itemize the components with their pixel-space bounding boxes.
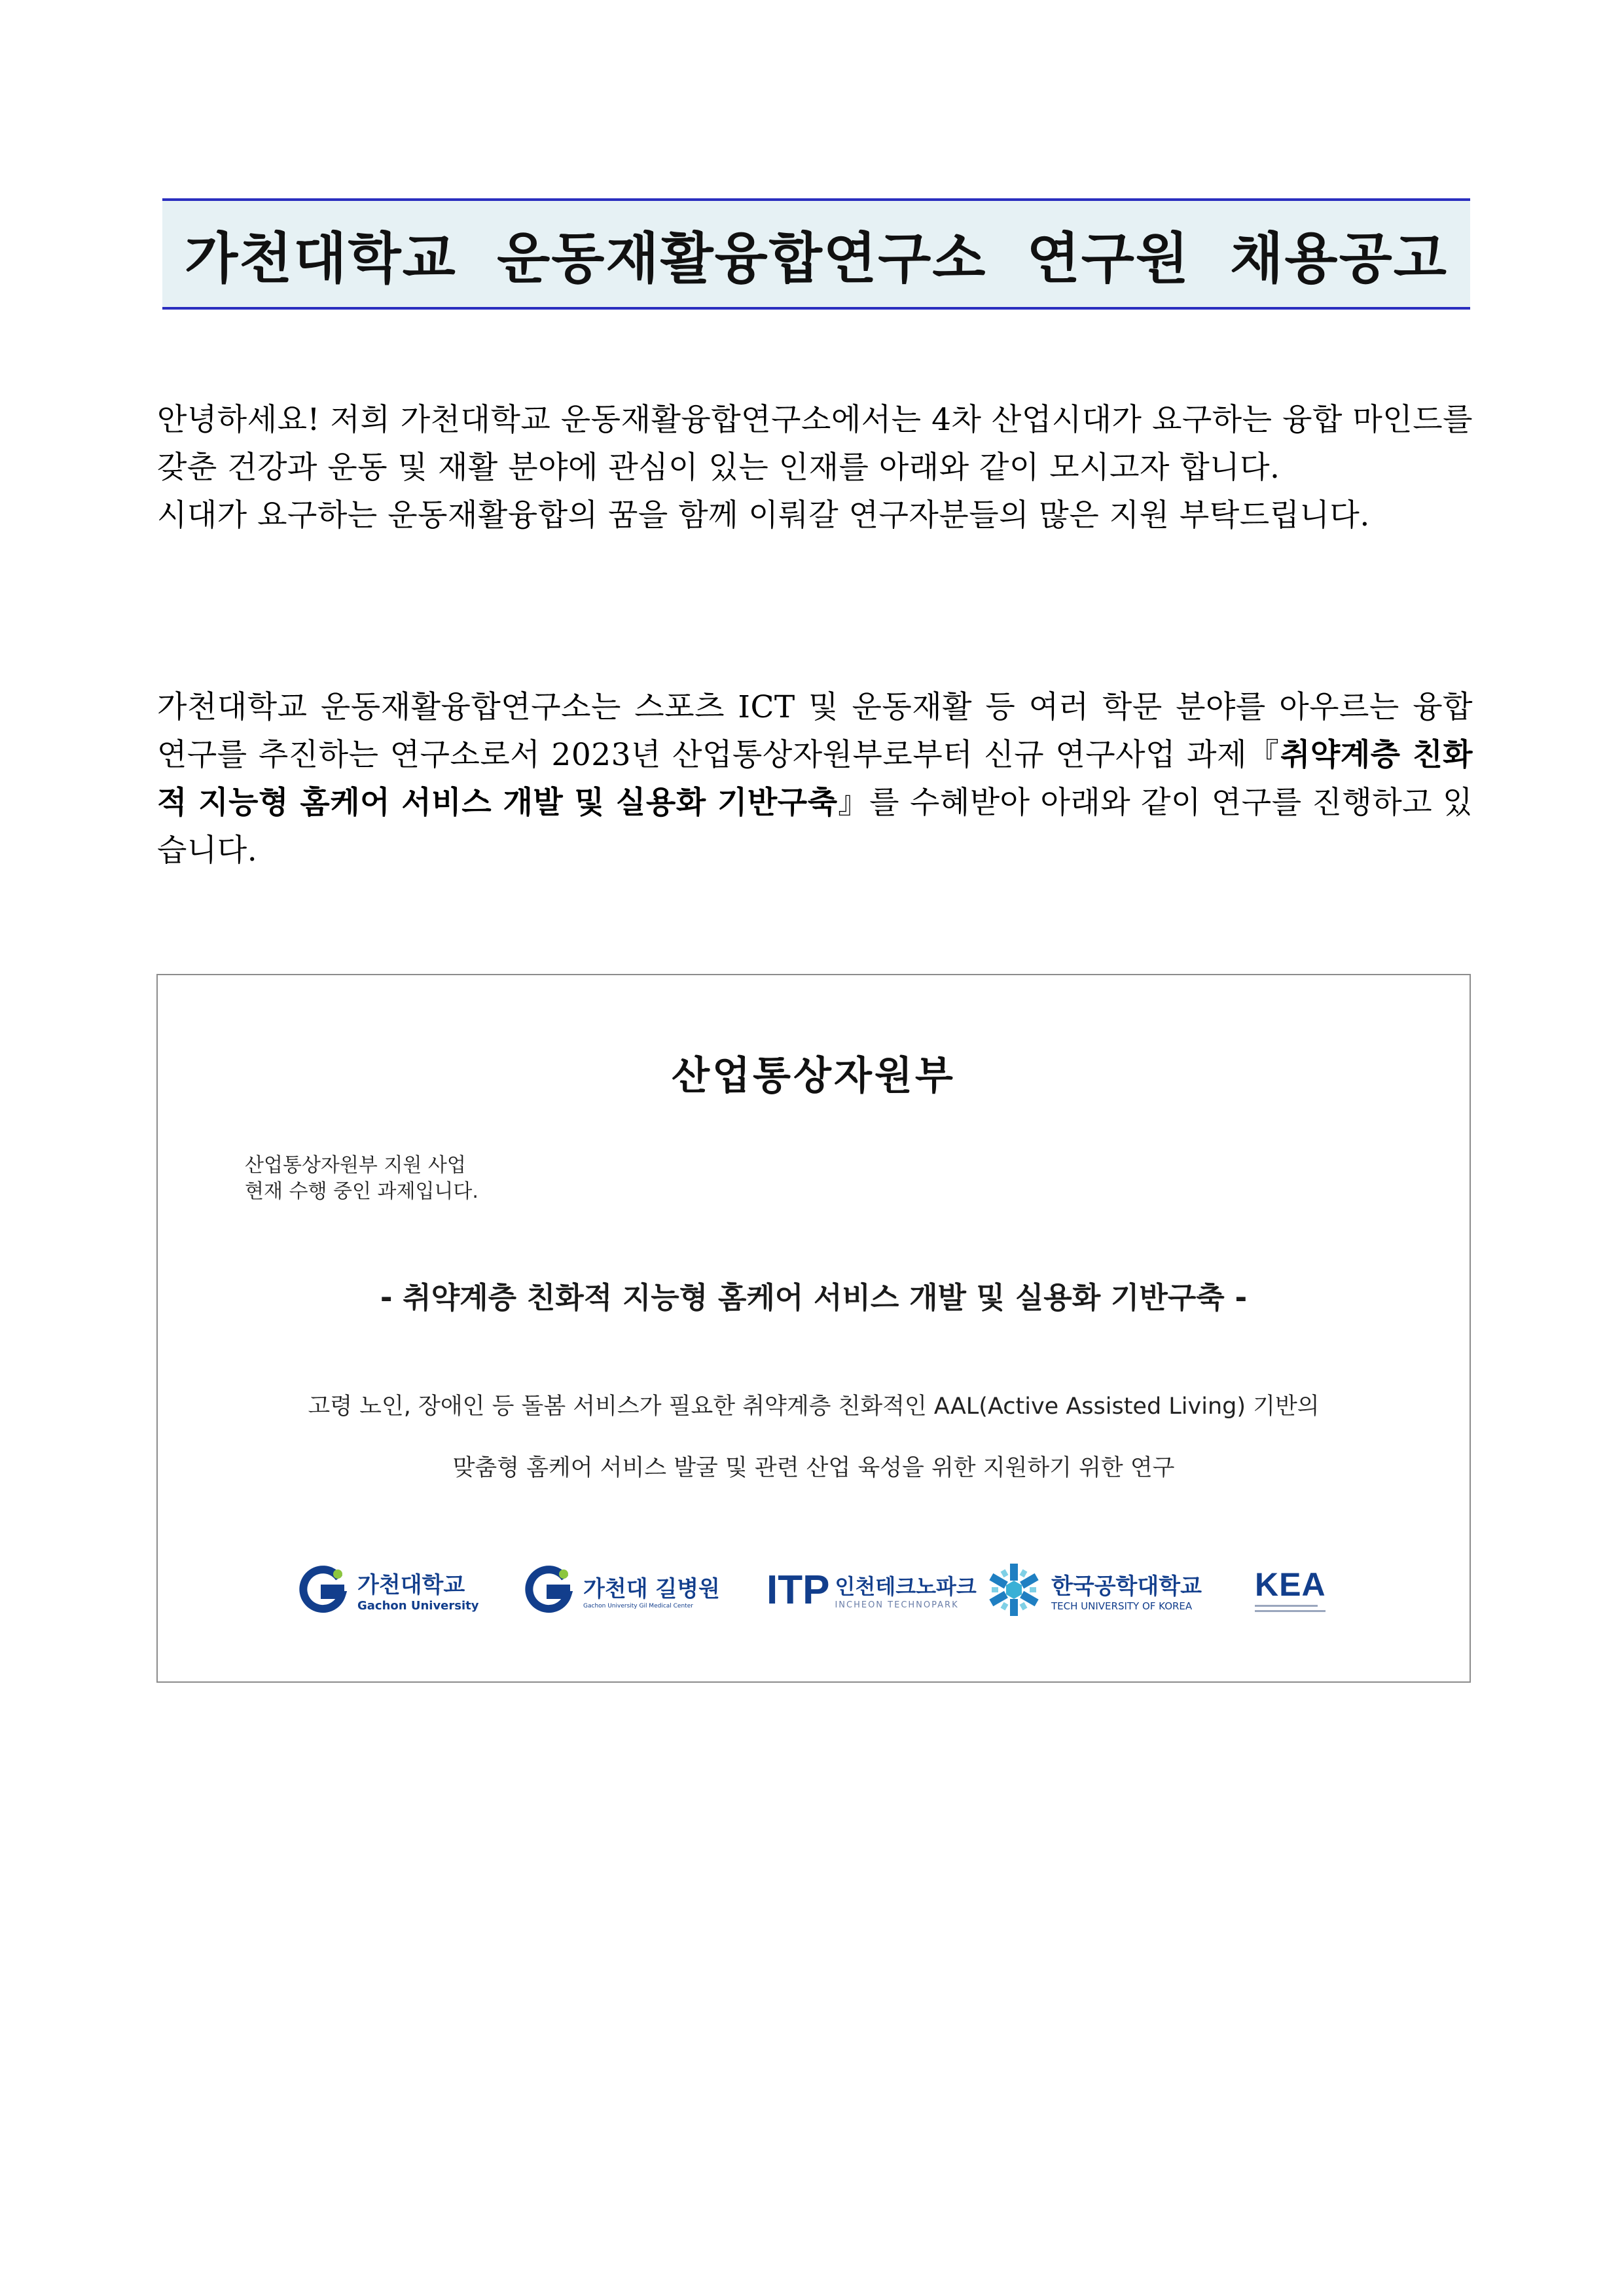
koreatech-english-name: TECH UNIVERSITY OF KOREA	[1051, 1600, 1193, 1612]
project-description	[158, 1376, 1470, 1499]
support-note-line-1: 산업통상자원부 지원 사업	[245, 1154, 466, 1177]
ministry-title: 산업통상자원부	[672, 1053, 956, 1099]
gachon-name: 가천대학교	[357, 1572, 465, 1598]
koreatech-name: 한국공학대학교	[1051, 1573, 1202, 1600]
gil-g-icon	[524, 1564, 577, 1616]
support-note-line-2: 현재 수행 중인 과제입니다.	[245, 1180, 478, 1203]
koreatech-logo	[986, 1557, 1202, 1623]
itp-logo	[767, 1557, 977, 1623]
gachon-g-icon	[298, 1564, 351, 1616]
snowflake-icon	[986, 1562, 1042, 1618]
itp-english-name: INCHEON TECHNOPARK	[835, 1600, 959, 1610]
kea-small-print-icon	[1255, 1604, 1326, 1614]
title-banner	[162, 198, 1470, 310]
description-line-1: 고령 노인, 장애인 등 돌봄 서비스가 필요한 취약계층 친화적인 AAL(Active Assisted Living) 기반의	[308, 1393, 1320, 1420]
intro-line-1: 안녕하세요! 저희 가천대학교 운동재활융합연구소에서는 4차 산업시대가 요구하는 융합 마인드를 갖춘 건강과 운동 및 재활 분야에 관심이 있는 인재를 아래와 같이 모시고자 합니다.	[157, 402, 1473, 486]
intro-paragraph	[157, 396, 1473, 539]
kea-logo	[1255, 1557, 1326, 1623]
kea-mark: KEA	[1255, 1566, 1326, 1603]
project-name-bold: 취약계층 친화적 지능형 홈케어 서비스 개발 및 실용화 기반구축	[157, 737, 1473, 821]
project-info-box	[156, 974, 1471, 1683]
gachon-university-logo	[298, 1557, 479, 1623]
itp-mark: ITP	[767, 1567, 830, 1613]
partner-logos	[158, 1557, 1470, 1629]
project-title: - 취약계층 친화적 지능형 홈케어 서비스 개발 및 실용화 기반구축 -	[380, 1280, 1248, 1315]
support-note	[245, 1153, 478, 1205]
intro-line-2: 시대가 요구하는 운동재활융합의 꿈을 함께 이뤄갈 연구자분들의 많은 지원 부탁드립니다.	[157, 497, 1370, 533]
project-paragraph	[157, 683, 1473, 874]
page-title: 가천대학교 운동재활융합연구소 연구원 채용공고	[185, 226, 1448, 291]
description-line-2: 맞춤형 홈케어 서비스 발굴 및 관련 산업 육성을 위한 지원하기 위한 연구	[452, 1455, 1175, 1481]
itp-name: 인천테크노파크	[835, 1573, 977, 1599]
gil-hospital-logo	[524, 1557, 720, 1623]
gil-english-name: Gachon University Gil Medical Center	[583, 1602, 693, 1609]
gil-name: 가천대 길병원	[583, 1575, 720, 1602]
project-text-before: 가천대학교 운동재활융합연구소는 스포츠 ICT 및 운동재활 등 여러 학문 분야를 아우르는 융합 연구를 추진하는 연구소로서 2023년 산업통상자원부로부터 신규 연구사업 과제『	[157, 689, 1473, 773]
project-text-after: 』를 수혜받아 아래와 같이 연구를 진행하고 있습니다.	[157, 785, 1473, 869]
gachon-english-name: Gachon University	[357, 1599, 479, 1613]
